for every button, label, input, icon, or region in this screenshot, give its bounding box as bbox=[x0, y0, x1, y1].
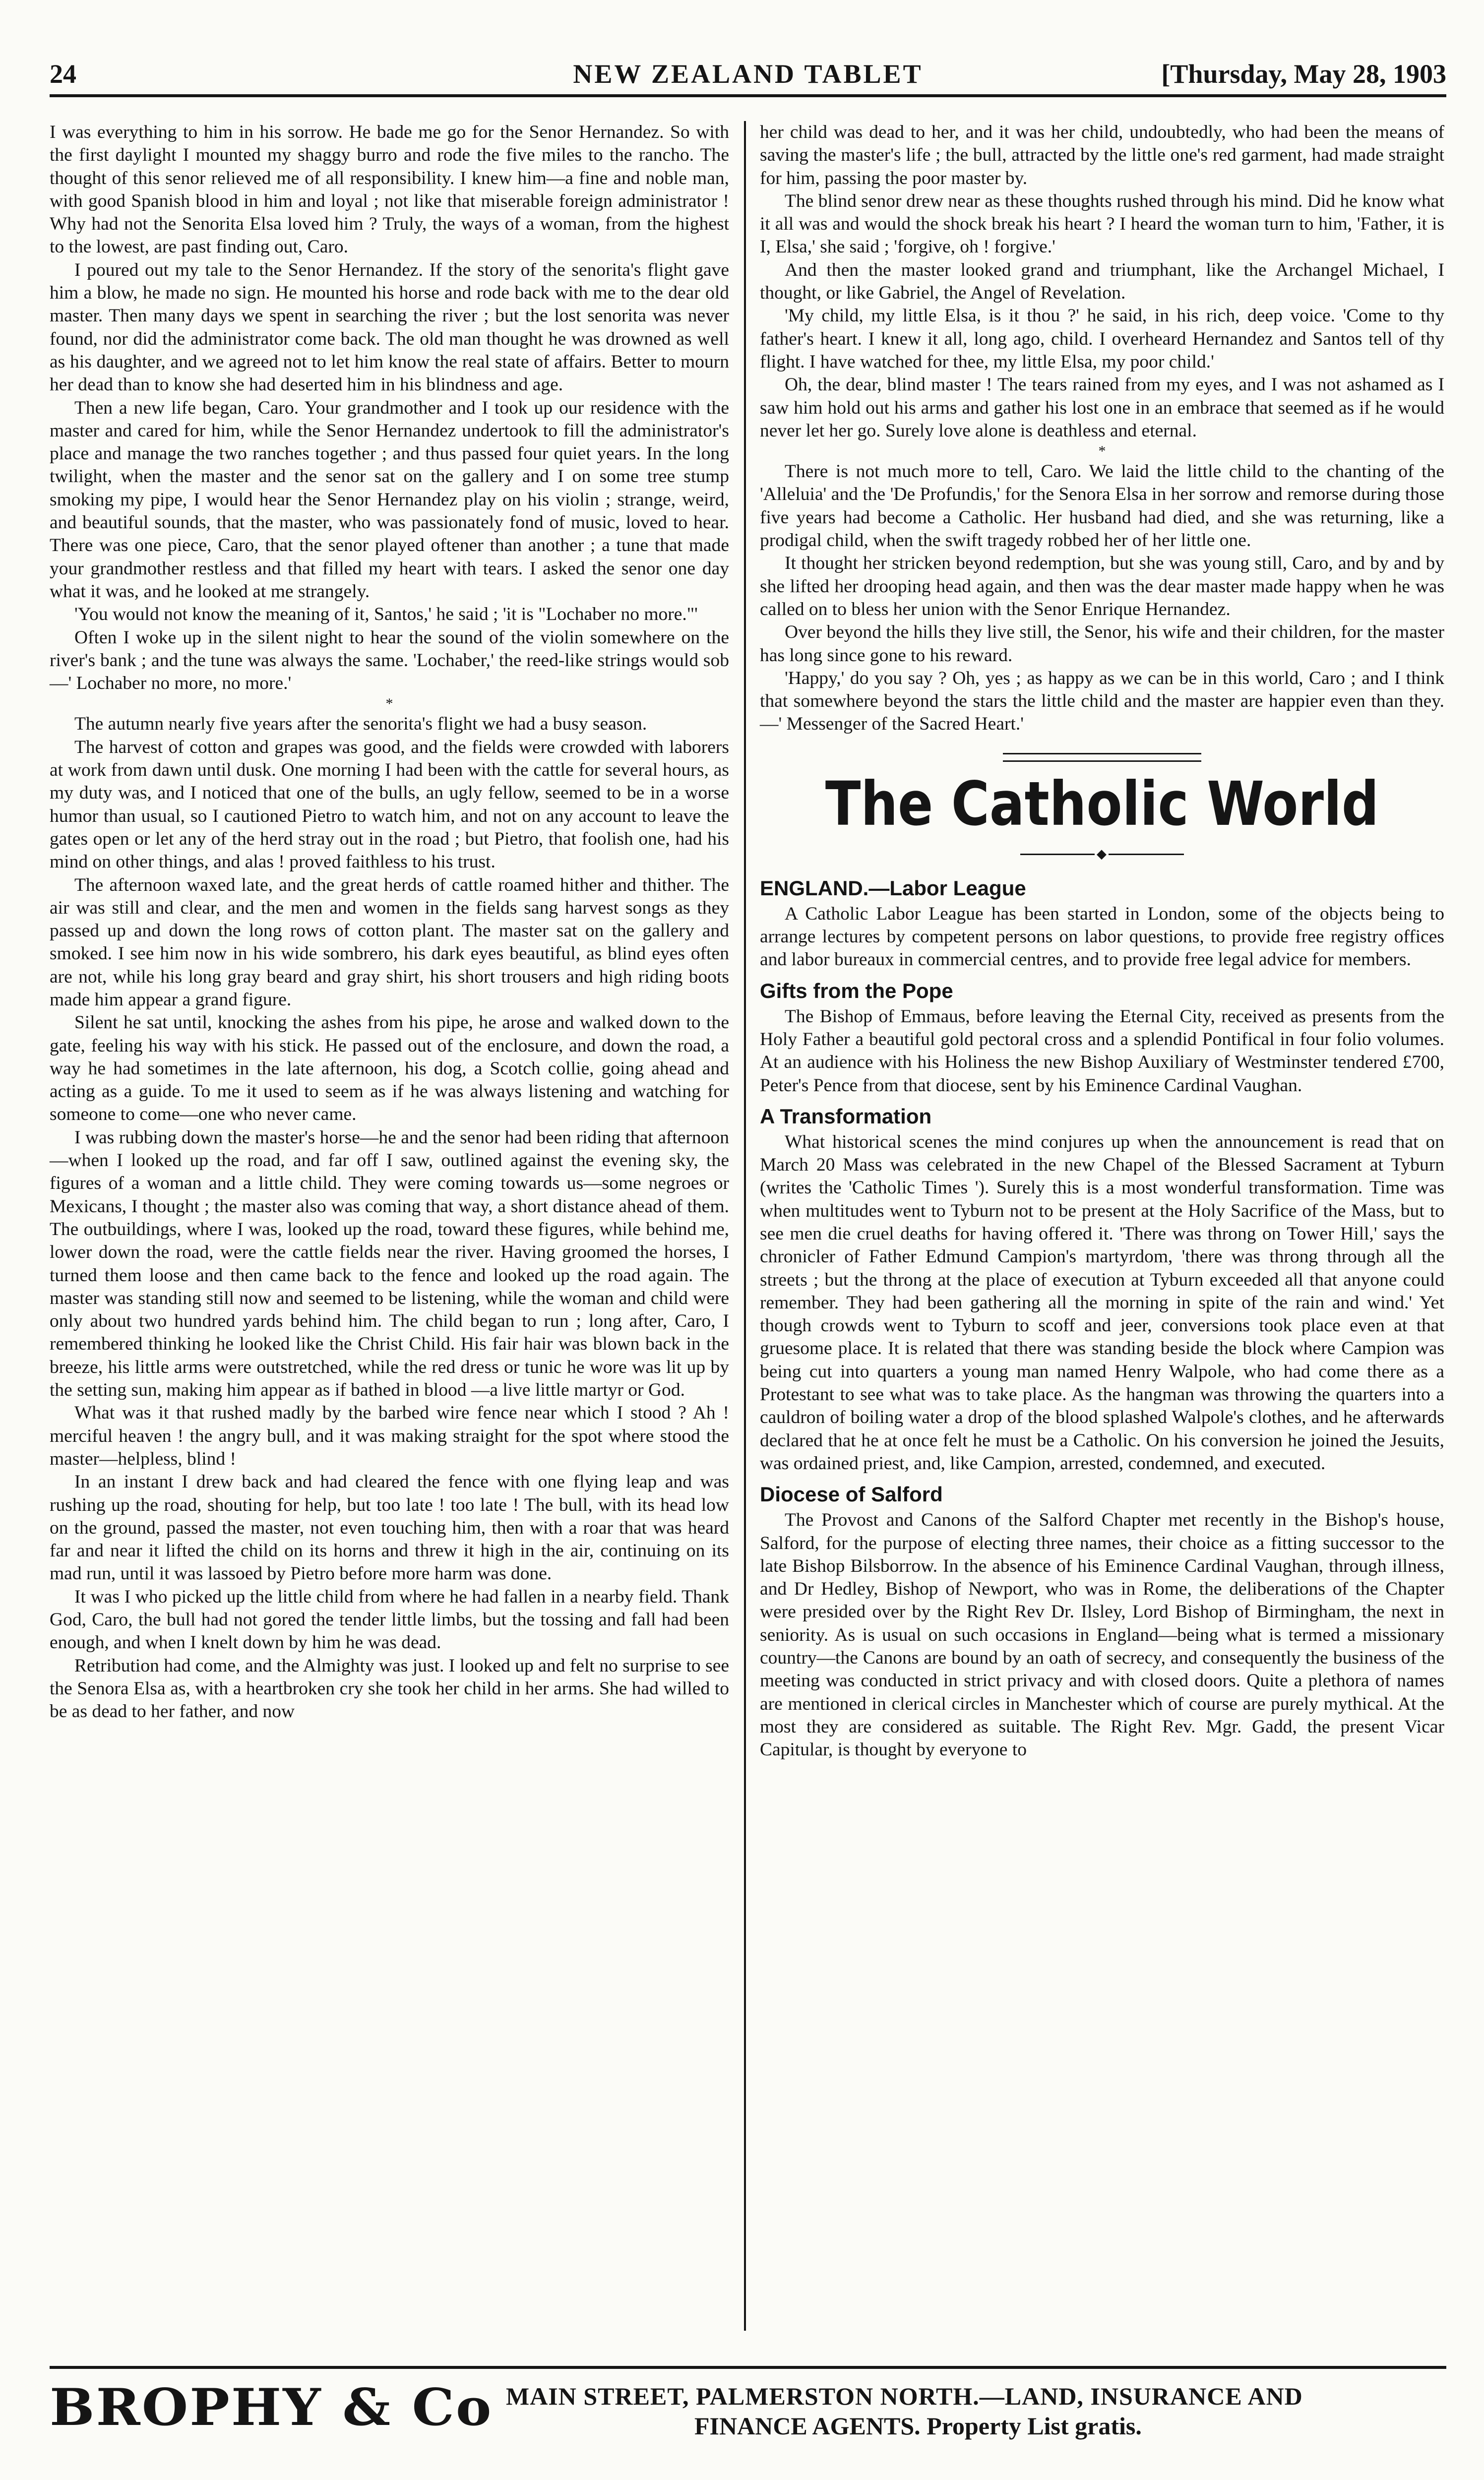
section-title: The Catholic World bbox=[825, 768, 1379, 839]
article-paragraph: Often I woke up in the silent night to hear the sound of the violin somewhere on the river's bank ; and the tune was always the same. 'Lochaber,' the reed-like strings would sob—' Lochaber no more, no more.' bbox=[50, 627, 729, 694]
article-paragraph: There is not much more to tell, Caro. We laid the little child to the chanting of the 'Alleluia' and the 'De Profundis,' for the Senora Elsa in her sorrow and remorse during those five years had become a Catholic. Her husband had died, and she was returning, like a prodigal child, when the swift tragedy robbed her of her little one. bbox=[760, 461, 1444, 551]
news-paragraph: The Provost and Canons of the Salford Chapter met recently in the Bishop's house, Salford, for the purpose of electing three names, their choice as a fitting successor to the late Bishop Bilsborrow. In the absence of his Eminence Cardinal Vaughan, through illness, and Dr Hedley, Bishop of Newport, who was in Rome, the deliberations of the Chapter were presided over by the Right Rev Dr. Ilsley, Lord Bishop of Birmingham, the next in seniority. As is usual on such occasions in England—being what is termed a missionary country—the Canons are bound by an oath of secrecy, and consequently the business of the meeting was conducted in strict privacy and with closed doors. Quite a plethora of names are mentioned in clerical circles in Manchester which of course are purely mythical. At the most they are considered as suitable. The Right Rev. Mgr. Gadd, the present Vicar Capitular, is thought by everyone to bbox=[760, 1510, 1444, 1760]
news-heading: Gifts from the Pope bbox=[760, 979, 953, 1002]
article-paragraph: What was it that rushed madly by the barbed wire fence near which I stood ? Ah ! merciful heaven ! the angry bull, and it was making straight for the spot where stood the master—helpless, blind ! bbox=[50, 1403, 729, 1469]
article-paragraph: Then a new life began, Caro. Your grandmother and I took up our residence with the master and cared for him, while the Senor Hernandez undertook to fill the administrator's place and manage the two ranches together ; and thus passed four quiet years. In the long twilight, when the master and the senor sat on the gallery and I on some tree stump smoking my pipe, I would hear the Senor Hernandez play on his violin ; strange, weird, and beautiful sounds, that the master, who was passionately fond of music, loved to hear. There was one piece, Caro, that the senor played oftener than another ; a tune that made your grandmother restless and that filled my heart with tears. I asked the senor one day what it was, and he looked at me strangely. bbox=[50, 397, 729, 602]
article-paragraph: 'You would not know the meaning of it, Santos,' he said ; 'it is "Lochaber no more."' bbox=[74, 604, 698, 625]
news-heading: Diocese of Salford bbox=[760, 1483, 943, 1506]
advertisement-footer bbox=[50, 2366, 1446, 2453]
diamond-ornament-icon: ◆ bbox=[1095, 847, 1109, 861]
column-divider bbox=[744, 121, 746, 2331]
article-paragraph: The harvest of cotton and grapes was good, and the fields were crowded with laborers at work from dawn until dusk. One morning I had been with the cattle for several hours, as my duty was, and I noticed that one of the bulls, an ugly fellow, seemed to be in a worse humor than usual, so I cautioned Pietro to watch him, and not on any account to leave the gates open or let any of the herd stray out in the road ; but Pietro, that foolish one, had his mind on other things, and alas ! proved faithless to his trust. bbox=[50, 737, 729, 872]
article-paragraph: I poured out my tale to the Senor Hernandez. If the story of the senorita's flight gave him a blow, he made no sign. He mounted his horse and rode back with me to the dear old master. Then many days we spent in searching the river ; but the lost senorita was never found, nor did the administrator come back. The old man thought he was drowned as well as his daughter, and we agreed not to let him know the real state of affairs. Better to mourn her dead than to know she had deserted him in his blindness and age. bbox=[50, 259, 729, 395]
article-paragraph: 'Happy,' do you say ? Oh, yes ; as happy as we can be in this world, Caro ; and I think that somewhere beyond the stars the little child and the master are happier even than they.—' Messenger of the Sacred Heart.' bbox=[760, 668, 1444, 735]
issue-date: [Thursday, May 28, 1903 bbox=[1161, 59, 1446, 89]
page-header bbox=[50, 59, 1446, 97]
article-paragraph: Silent he sat until, knocking the ashes from his pipe, he arose and walked down to the gate, feeling his way with his stick. He passed out of the enclosure, and down the road, a way he had sometimes in the late afternoon, his dog, a Scotch collie, going ahead and acting as a guide. To me it used to seem as if he was always listening and watching for someone to come—one who never came. bbox=[50, 1012, 729, 1125]
advertisement-line-2: FINANCE AGENTS. Property List gratis. bbox=[694, 2412, 1142, 2440]
news-paragraph: The Bishop of Emmaus, before leaving the Eternal City, received as presents from the Holy Father a beautiful gold pectoral cross and a splendid Pontifical in four folio volumes. At an audience with his Holiness the new Bishop Auxiliary of Westminster tendered £700, Peter's Pence from that diocese, sent by his Eminence Cardinal Vaughan. bbox=[760, 1006, 1444, 1096]
article-paragraph: In an instant I drew back and had cleared the fence with one flying leap and was rushing up the road, shouting for help, but too late ! too late ! The bull, with its head low on the ground, passed the master, not even touching him, then with a roar that was heard far and near it lifted the child on its horns and threw it high in the air, continuing on its mad run, until it was lassoed by Pietro before more harm was done. bbox=[50, 1472, 729, 1584]
section-double-rule bbox=[1003, 753, 1201, 762]
article-paragraph: Oh, the dear, blind master ! The tears rained from my eyes, and I was not ashamed as I saw him hold out his arms and gather his lost one in an embrace that seemed as if he would never let her go. Surely love alone is deathless and eternal. bbox=[760, 374, 1444, 441]
article-paragraph: Over beyond the hills they live still, the Senor, his wife and their children, for the master has long since gone to his reward. bbox=[760, 622, 1444, 666]
page-number: 24 bbox=[50, 59, 76, 89]
news-paragraph: What historical scenes the mind conjures up when the announcement is read that on March 20 Mass was celebrated in the new Chapel of the Blessed Sacrament at Tyburn (writes the 'Catholic Times '). Surely this is a most wonderful transformation. Time was when multitudes went to Tyburn not to be present at the Holy Sacrifice of the Mass, but to see men die cruel deaths for having offered it. 'There was throng on Tower Hill,' says the chronicler of Father Edmund Campion's martyrdom, 'there was throng through all the streets ; but the throng at the place of execution at Tyburn exceeded all that anyone could remember. They had been gathering all the morning in spite of the rain and wind.' Yet though crowds went to Tyburn to scoff and jeer, conversions took place even at that gruesome place. It is related that there was standing beside the block where Campion was being cut into quarters a young man named Henry Walpole, who had come there as a Protestant to see what was to take place. As the hangman was throwing the quarters into a cauldron of boiling water a drop of the blood splashed Walpole's clothes, and he afterwards declared that he at once felt he must be a Catholic. On his conversion he joined the Jesuits, was ordained priest, and, like Campion, arrested, condemned, and executed. bbox=[760, 1131, 1444, 1474]
section-ornament-rule bbox=[1020, 844, 1184, 864]
article-paragraph: her child was dead to her, and it was her child, undoubtedly, who had been the means of saving the master's life ; the bull, attracted by the little one's red garment, had made straight for him, passing the poor master by. bbox=[760, 122, 1444, 188]
section-break-star: * bbox=[385, 695, 393, 712]
advertisement-line-1: MAIN STREET, PALMERSTON NORTH.—LAND, INSURANCE AND bbox=[506, 2382, 1303, 2410]
article-paragraph: I was everything to him in his sorrow. He bade me go for the Senor Hernandez. So with the first daylight I mounted my shaggy burro and rode the five miles to the rancho. The thought of this senor relieved me of all responsibility. I knew him—a fine and noble man, with good Spanish blood in him and loyal ; not like that miserable foreign administrator ! Why had not the Senorita Elsa loved him ? Truly, the ways of a woman, from the highest to the lowest, are past finding out, Caro. bbox=[50, 122, 729, 257]
masthead-title: NEW ZEALAND TABLET bbox=[573, 59, 923, 89]
news-heading: A Transformation bbox=[760, 1104, 932, 1128]
section-break-star: * bbox=[1098, 443, 1106, 460]
article-paragraph: The afternoon waxed late, and the great herds of cattle roamed hither and thither. The air was still and clear, and the men and women in the fields sang harvest songs as they passed up and down the long rows of cotton plant. The master sat on the gallery and smoked. I see him now in his wide sombrero, his dark eyes beautiful, as blind eyes often are not, while his long gray beard and gray shirt, his short trousers and high riding boots made him appear a grand figure. bbox=[50, 874, 729, 1010]
article-paragraph: 'My child, my little Elsa, is it thou ?' he said, in his rich, deep voice. 'Come to thy father's heart. I knew it all, long ago, child. I overheard Hernandez and Santos tell of thy flight. I have watched for thee, my little Elsa, my poor child.' bbox=[760, 306, 1444, 372]
advertiser-name: BROPHY & Co bbox=[50, 2378, 493, 2437]
article-paragraph: Retribution had come, and the Almighty was just. I looked up and felt no surprise to see the Senora Elsa as, with a heartbroken cry she took her child in her arms. She had willed to be as dead to her father, and now bbox=[50, 1655, 729, 1722]
article-paragraph: It was I who picked up the little child from where he had fallen in a nearby field. Thank God, Caro, the bull had not gored the tender little limbs, but the tossing and fall had been enough, and when I knelt down by him he was dead. bbox=[50, 1586, 729, 1653]
article-paragraph: And then the master looked grand and triumphant, like the Archangel Michael, I thought, or like Gabriel, the Angel of Revelation. bbox=[760, 259, 1444, 304]
news-heading: ENGLAND.—Labor League bbox=[760, 876, 1026, 900]
article-paragraph: The autumn nearly five years after the senorita's flight we had a busy season. bbox=[74, 714, 647, 735]
right-column bbox=[760, 121, 1444, 2331]
article-paragraph: The blind senor drew near as these thoughts rushed through his mind. Did he know what it all was and would the shock break his heart ? I heard the woman turn to him, 'Father, it is I, Elsa,' she said ; 'forgive, oh ! forgive.' bbox=[760, 190, 1444, 257]
left-column bbox=[50, 121, 729, 2331]
news-paragraph: A Catholic Labor League has been started in London, some of the objects being to arrange lectures by competent persons on labor questions, to provide free registry offices and labor bureaux in commercial centres, and to provide free legal advice for members. bbox=[760, 903, 1444, 970]
article-paragraph: It thought her stricken beyond redemption, but she was young still, Caro, and by and by she lifted her drooping head again, and then was the dear master made happy when he was called on to bless her union with the Senor Enrique Hernandez. bbox=[760, 553, 1444, 620]
article-paragraph: I was rubbing down the master's horse—he and the senor had been riding that afternoon—when I looked up the road, and far off I saw, outlined against the evening sky, the figures of a woman and a little child. They were coming towards us—some negroes or Mexicans, I thought ; the master also was coming that way, a short distance ahead of them. The outbuildings, where I was, looked up the road, toward these figures, while behind me, lower down the road, were the cattle fields near the river. Having groomed the horses, I turned them loose and then came back to the fence and looked up the road again. The master was standing still now and seemed to be listening, while the woman and child were only about two hundred yards behind him. The child began to run ; long after, Caro, I remembered thinking he looked like the Christ Child. His fair hair was blown back in the breeze, his little arms were outstretched, while the red dress or tunic he wore was lit up by the setting sun, making him appear as if bathed in blood —a live little martyr or God. bbox=[50, 1127, 729, 1401]
